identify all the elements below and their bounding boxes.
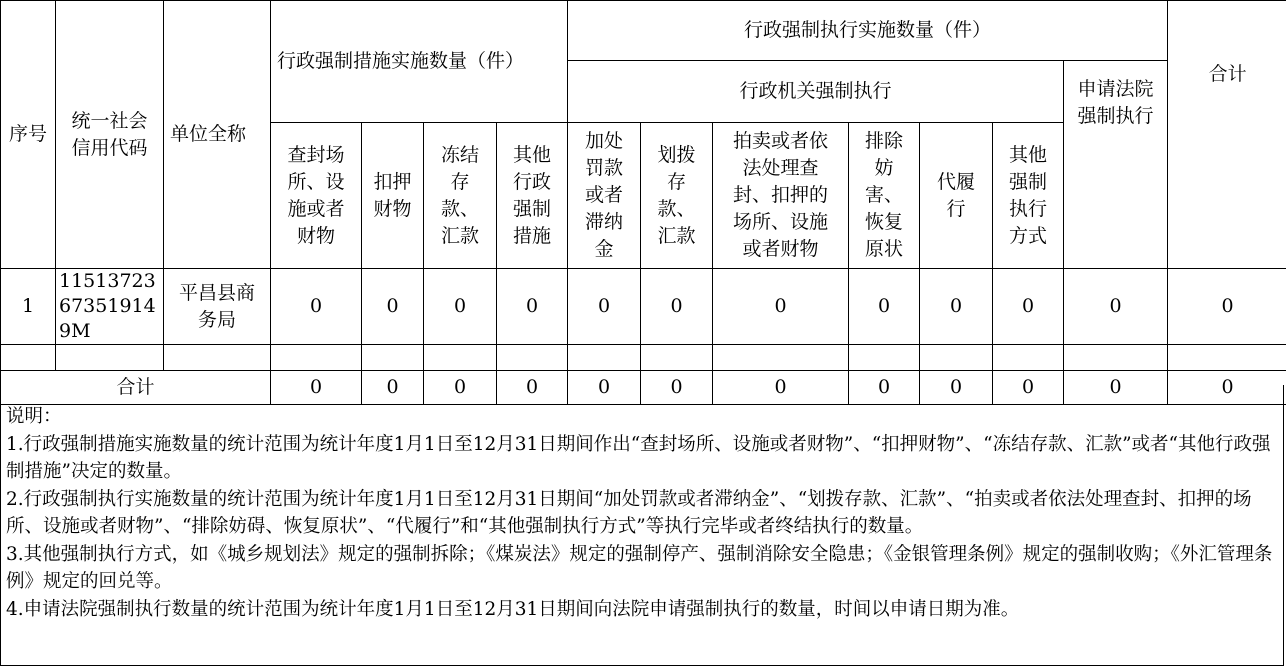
header-measures-group: 行政强制措施实施数量（件） [271,1,568,123]
header-exec-remove: 排除妨害、恢复原状 [849,123,920,269]
total-value: 0 [920,371,993,405]
row-value: 0 [641,269,713,345]
row-value: 0 [713,269,849,345]
total-value: 0 [1168,371,1286,405]
total-value: 0 [568,371,641,405]
empty-cell [993,345,1064,371]
empty-cell [1064,345,1168,371]
header-measure-other: 其他行政强制措施 [497,123,568,269]
row-value: 0 [424,269,497,345]
note-item: 3.其他强制执行方式，如《城乡规划法》规定的强制拆除；《煤炭法》规定的强制停产、强制消除安全隐患；《金银管理条例》规定的强制收购；《外汇管理条例》规定的回兑等。 [6,543,1273,592]
total-value: 0 [271,371,362,405]
row-value: 0 [993,269,1064,345]
total-value: 0 [1064,371,1168,405]
row-value: 0 [920,269,993,345]
note-item: 2.行政强制执行实施数量的统计范围为统计年度1月1日至12月31日期间“加处罚款或者滞纳金”、“划拨存款、汇款”、“拍卖或者依法处理查封、扣押的场所、设施或者财物”、“排除妨碍、恢复原状”、“代履行”和“其他强制执行方式”等执行完毕或者终结执行的数量。 [6,488,1252,537]
empty-cell [920,345,993,371]
total-value: 0 [641,371,713,405]
empty-cell [56,345,164,371]
note-item: 4.申请法院强制执行数量的统计范围为统计年度1月1日至12月31日期间向法院申请强制执行的数量，时间以申请日期为准。 [6,598,1020,620]
total-value: 0 [849,371,920,405]
row-unit-name: 平昌县商务局 [164,269,271,345]
total-value: 0 [497,371,568,405]
header-exec-fine: 加处罚款或者滞纳金 [568,123,641,269]
empty-cell [164,345,271,371]
empty-cell [1168,345,1286,371]
empty-cell [497,345,568,371]
total-value: 0 [424,371,497,405]
header-court-apply: 申请法院强制执行 [1064,61,1168,269]
row-credit-code: 11513723673519149M [56,269,164,345]
empty-cell [271,345,362,371]
row-seq: 1 [1,269,56,345]
note-item: 1.行政强制措施实施数量的统计范围为统计年度1月1日至12月31日期间作出“查封场所、设施或者财物”、“扣押财物”、“冻结存款、汇款”或者“其他行政强制措施”决定的数量。 [6,433,1271,482]
total-value: 0 [713,371,849,405]
empty-cell [713,345,849,371]
header-measure-freeze: 冻结存款、汇款 [424,123,497,269]
header-exec-substitute: 代履行 [920,123,993,269]
header-measure-seize: 扣押财物 [362,123,424,269]
empty-cell [362,345,424,371]
notes-section [0,385,1284,666]
empty-row [1,345,1286,371]
row-value: 0 [849,269,920,345]
header-measure-seal: 查封场所、设施或者财物 [271,123,362,269]
header-exec-group: 行政强制执行实施数量（件） [568,1,1168,61]
total-value: 0 [362,371,424,405]
header-exec-transfer: 划拨存款、汇款 [641,123,713,269]
row-value: 0 [568,269,641,345]
table-row [1,269,1286,345]
header-exec-other: 其他强制执行方式 [993,123,1064,269]
empty-cell [849,345,920,371]
row-value: 0 [1064,269,1168,345]
header-total: 合计 [1168,1,1286,269]
total-label: 合计 [1,371,271,405]
row-value: 0 [271,269,362,345]
header-admin-exec-group: 行政机关强制执行 [568,61,1064,123]
header-credit-code: 统一社会信用代码 [56,1,164,269]
row-value: 0 [1168,269,1286,345]
total-value: 0 [993,371,1064,405]
empty-cell [568,345,641,371]
empty-cell [641,345,713,371]
notes-heading: 说明： [6,406,62,427]
header-unit-name: 单位全称 [164,1,271,269]
row-value: 0 [362,269,424,345]
empty-cell [1,345,56,371]
header-exec-auction: 拍卖或者依法处理查封、扣押的场所、设施或者财物 [713,123,849,269]
header-seq: 序号 [1,1,56,269]
empty-cell [424,345,497,371]
row-value: 0 [497,269,568,345]
